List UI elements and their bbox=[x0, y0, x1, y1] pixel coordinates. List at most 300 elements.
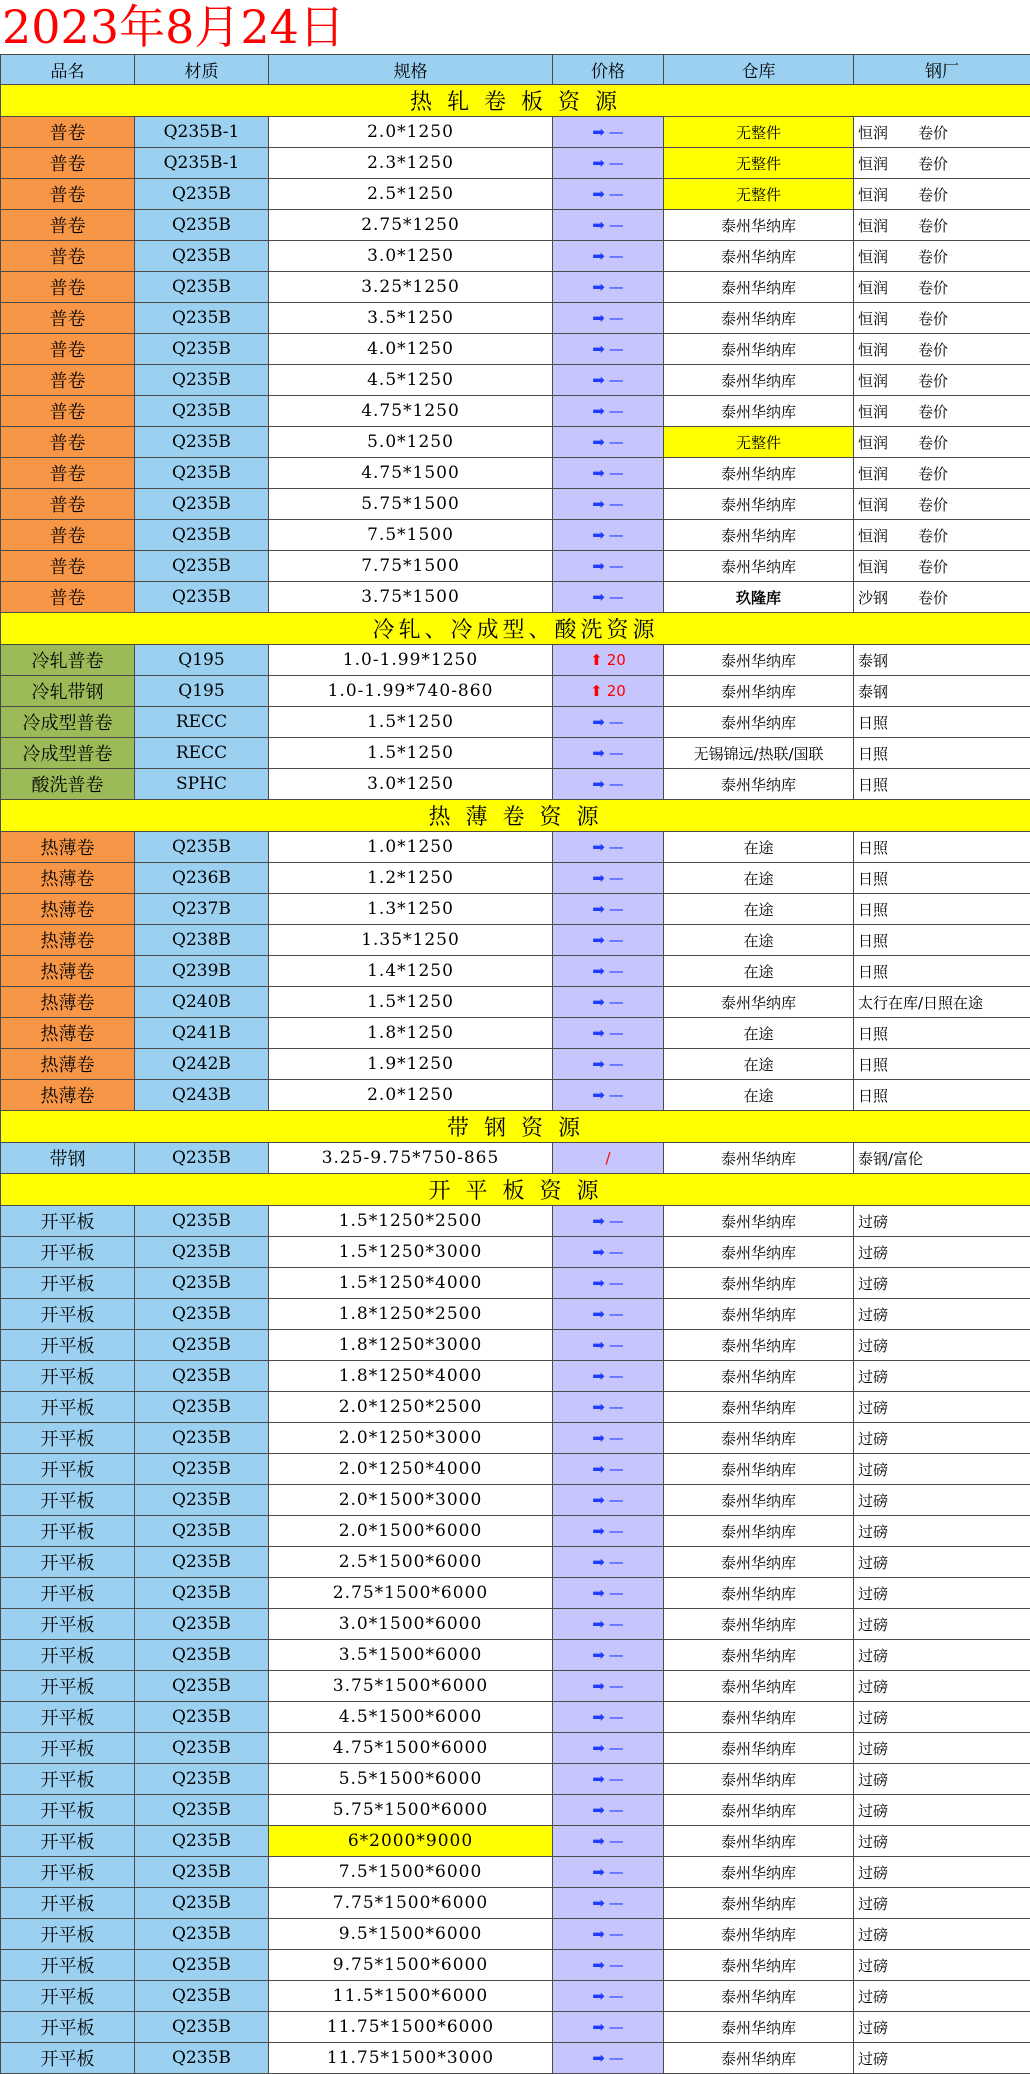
price-value: — bbox=[609, 1615, 624, 1633]
material-cell: Q235B bbox=[135, 365, 269, 396]
table-row bbox=[1, 832, 1030, 863]
spec-cell: 1.5*1250 bbox=[269, 987, 553, 1018]
spec-cell: 7.5*1500*6000 bbox=[269, 1857, 553, 1888]
material-cell: Q235B bbox=[135, 1764, 269, 1795]
table-row bbox=[1, 956, 1030, 987]
warehouse-cell: 泰州华纳库 bbox=[664, 303, 854, 334]
material-cell: Q195 bbox=[135, 645, 269, 676]
section-header-row bbox=[1, 613, 1030, 645]
spec-cell: 6*2000*9000 bbox=[269, 1826, 553, 1857]
product-name-cell: 开平板 bbox=[1, 1702, 135, 1733]
mill-cell: 日照 bbox=[854, 956, 1030, 987]
spec-cell: 1.8*1250*4000 bbox=[269, 1361, 553, 1392]
mill-cell: 恒润 卷价 bbox=[854, 427, 1030, 458]
price-cell bbox=[553, 676, 664, 707]
table-row bbox=[1, 365, 1030, 396]
warehouse-cell: 泰州华纳库 bbox=[664, 1143, 854, 1174]
price-value: — bbox=[609, 464, 624, 482]
table-row bbox=[1, 1733, 1030, 1764]
spec-cell: 1.8*1250*2500 bbox=[269, 1299, 553, 1330]
product-name-cell: 冷成型普卷 bbox=[1, 738, 135, 769]
table-row bbox=[1, 676, 1030, 707]
warehouse-cell: 泰州华纳库 bbox=[664, 1547, 854, 1578]
table-row bbox=[1, 1516, 1030, 1547]
table-row bbox=[1, 179, 1030, 210]
table-row bbox=[1, 489, 1030, 520]
table-row bbox=[1, 1268, 1030, 1299]
price-cell bbox=[553, 1578, 664, 1609]
warehouse-cell: 在途 bbox=[664, 1049, 854, 1080]
right-arrow-icon: ➡ bbox=[592, 1801, 605, 1819]
price-value: — bbox=[609, 744, 624, 762]
spec-cell: 3.25-9.75*750-865 bbox=[269, 1143, 553, 1174]
product-name-cell: 开平板 bbox=[1, 1423, 135, 1454]
material-cell: Q235B bbox=[135, 1268, 269, 1299]
product-name-cell: 开平板 bbox=[1, 1206, 135, 1237]
warehouse-cell: 泰州华纳库 bbox=[664, 1206, 854, 1237]
warehouse-cell: 泰州华纳库 bbox=[664, 272, 854, 303]
price-cell bbox=[553, 1671, 664, 1702]
material-cell: Q235B bbox=[135, 2043, 269, 2074]
mill-cell: 过磅 bbox=[854, 1361, 1030, 1392]
spec-cell: 3.5*1500*6000 bbox=[269, 1640, 553, 1671]
mill-cell: 过磅 bbox=[854, 1454, 1030, 1485]
right-arrow-icon: ➡ bbox=[592, 1863, 605, 1881]
right-arrow-icon: ➡ bbox=[592, 1832, 605, 1850]
table-row bbox=[1, 1049, 1030, 1080]
product-name-cell: 带钢 bbox=[1, 1143, 135, 1174]
product-name-cell: 热薄卷 bbox=[1, 832, 135, 863]
spec-cell: 3.0*1500*6000 bbox=[269, 1609, 553, 1640]
material-cell: Q235B bbox=[135, 334, 269, 365]
price-value: — bbox=[609, 340, 624, 358]
right-arrow-icon: ➡ bbox=[592, 1086, 605, 1104]
price-value: — bbox=[609, 495, 624, 513]
right-arrow-icon: ➡ bbox=[592, 1243, 605, 1261]
price-cell bbox=[553, 863, 664, 894]
product-name-cell: 开平板 bbox=[1, 1919, 135, 1950]
warehouse-cell: 泰州华纳库 bbox=[664, 1485, 854, 1516]
table-row bbox=[1, 1826, 1030, 1857]
table-row bbox=[1, 1485, 1030, 1516]
section-header-row bbox=[1, 800, 1030, 832]
price-value: — bbox=[609, 1429, 624, 1447]
warehouse-cell: 在途 bbox=[664, 1080, 854, 1111]
price-value: — bbox=[609, 1987, 624, 2005]
right-arrow-icon: ➡ bbox=[592, 1956, 605, 1974]
spec-cell: 1.8*1250 bbox=[269, 1018, 553, 1049]
price-value: — bbox=[609, 1956, 624, 1974]
spec-cell: 9.5*1500*6000 bbox=[269, 1919, 553, 1950]
right-arrow-icon: ➡ bbox=[592, 1739, 605, 1757]
price-value: — bbox=[609, 1398, 624, 1416]
product-name-cell: 热薄卷 bbox=[1, 1018, 135, 1049]
price-cell bbox=[553, 551, 664, 582]
right-arrow-icon: ➡ bbox=[592, 1305, 605, 1323]
spec-cell: 5.0*1250 bbox=[269, 427, 553, 458]
material-cell: Q235B bbox=[135, 1826, 269, 1857]
spec-cell: 4.75*1500*6000 bbox=[269, 1733, 553, 1764]
section-title: 带 钢 资 源 bbox=[1, 1111, 1030, 1143]
price-cell bbox=[553, 396, 664, 427]
warehouse-cell: 泰州华纳库 bbox=[664, 1578, 854, 1609]
material-cell: Q235B bbox=[135, 1206, 269, 1237]
product-name-cell: 普卷 bbox=[1, 179, 135, 210]
mill-cell: 恒润 卷价 bbox=[854, 272, 1030, 303]
spec-cell: 3.75*1500*6000 bbox=[269, 1671, 553, 1702]
material-cell: Q235B bbox=[135, 1423, 269, 1454]
table-row bbox=[1, 769, 1030, 800]
price-table bbox=[0, 54, 1030, 2074]
product-name-cell: 冷成型普卷 bbox=[1, 707, 135, 738]
right-arrow-icon: ➡ bbox=[592, 2018, 605, 2036]
column-header-warehouse: 仓库 bbox=[664, 55, 854, 85]
table-row bbox=[1, 1764, 1030, 1795]
material-cell: Q241B bbox=[135, 1018, 269, 1049]
product-name-cell: 开平板 bbox=[1, 1485, 135, 1516]
spec-cell: 2.5*1500*6000 bbox=[269, 1547, 553, 1578]
mill-cell: 恒润 卷价 bbox=[854, 241, 1030, 272]
mill-cell: 过磅 bbox=[854, 1392, 1030, 1423]
section-title: 热 薄 卷 资 源 bbox=[1, 800, 1030, 832]
price-value: — bbox=[609, 1863, 624, 1881]
right-arrow-icon: ➡ bbox=[592, 433, 605, 451]
price-cell bbox=[553, 427, 664, 458]
table-row bbox=[1, 1454, 1030, 1485]
table-row bbox=[1, 551, 1030, 582]
warehouse-cell: 泰州华纳库 bbox=[664, 520, 854, 551]
header-row bbox=[1, 55, 1030, 85]
price-value: — bbox=[609, 588, 624, 606]
mill-cell: 恒润 卷价 bbox=[854, 210, 1030, 241]
right-arrow-icon: ➡ bbox=[592, 744, 605, 762]
product-name-cell: 普卷 bbox=[1, 582, 135, 613]
price-cell bbox=[553, 489, 664, 520]
material-cell: Q235B bbox=[135, 582, 269, 613]
price-value: — bbox=[609, 962, 624, 980]
mill-cell: 过磅 bbox=[854, 1826, 1030, 1857]
product-name-cell: 普卷 bbox=[1, 303, 135, 334]
table-row bbox=[1, 925, 1030, 956]
price-value: — bbox=[609, 1522, 624, 1540]
warehouse-cell: 泰州华纳库 bbox=[664, 1640, 854, 1671]
warehouse-cell: 泰州华纳库 bbox=[664, 1764, 854, 1795]
product-name-cell: 开平板 bbox=[1, 1733, 135, 1764]
price-cell bbox=[553, 1361, 664, 1392]
right-arrow-icon: ➡ bbox=[592, 962, 605, 980]
product-name-cell: 开平板 bbox=[1, 2043, 135, 2074]
table-row bbox=[1, 987, 1030, 1018]
warehouse-cell: 泰州华纳库 bbox=[664, 676, 854, 707]
warehouse-cell: 泰州华纳库 bbox=[664, 1950, 854, 1981]
price-cell bbox=[553, 987, 664, 1018]
price-cell bbox=[553, 1206, 664, 1237]
right-arrow-icon: ➡ bbox=[592, 216, 605, 234]
spec-cell: 5.5*1500*6000 bbox=[269, 1764, 553, 1795]
material-cell: Q235B bbox=[135, 1981, 269, 2012]
spec-cell: 1.5*1250 bbox=[269, 707, 553, 738]
price-cell bbox=[553, 1080, 664, 1111]
material-cell: Q235B bbox=[135, 1950, 269, 1981]
warehouse-cell: 泰州华纳库 bbox=[664, 2012, 854, 2043]
material-cell: Q235B bbox=[135, 1795, 269, 1826]
table-row bbox=[1, 1857, 1030, 1888]
price-value: — bbox=[609, 1367, 624, 1385]
product-name-cell: 普卷 bbox=[1, 210, 135, 241]
material-cell: Q242B bbox=[135, 1049, 269, 1080]
price-value: — bbox=[609, 433, 624, 451]
right-arrow-icon: ➡ bbox=[592, 775, 605, 793]
price-cell bbox=[553, 1330, 664, 1361]
warehouse-cell: 泰州华纳库 bbox=[664, 645, 854, 676]
price-cell bbox=[553, 303, 664, 334]
mill-cell: 过磅 bbox=[854, 1764, 1030, 1795]
right-arrow-icon: ➡ bbox=[592, 1522, 605, 1540]
right-arrow-icon: ➡ bbox=[592, 464, 605, 482]
material-cell: Q235B bbox=[135, 1143, 269, 1174]
spec-cell: 4.75*1250 bbox=[269, 396, 553, 427]
material-cell: Q235B bbox=[135, 1857, 269, 1888]
material-cell: Q235B bbox=[135, 1733, 269, 1764]
product-name-cell: 开平板 bbox=[1, 1361, 135, 1392]
right-arrow-icon: ➡ bbox=[592, 2049, 605, 2067]
price-value: — bbox=[609, 154, 624, 172]
price-value: — bbox=[609, 1708, 624, 1726]
right-arrow-icon: ➡ bbox=[592, 1367, 605, 1385]
price-value: — bbox=[609, 1274, 624, 1292]
price-value: — bbox=[609, 1460, 624, 1478]
section-title: 开 平 板 资 源 bbox=[1, 1174, 1030, 1206]
mill-cell: 过磅 bbox=[854, 1268, 1030, 1299]
spec-cell: 7.5*1500 bbox=[269, 520, 553, 551]
price-value: — bbox=[609, 1024, 624, 1042]
right-arrow-icon: ➡ bbox=[592, 1429, 605, 1447]
spec-cell: 3.75*1500 bbox=[269, 582, 553, 613]
table-row bbox=[1, 645, 1030, 676]
warehouse-cell: 泰州华纳库 bbox=[664, 1702, 854, 1733]
product-name-cell: 普卷 bbox=[1, 520, 135, 551]
right-arrow-icon: ➡ bbox=[592, 154, 605, 172]
right-arrow-icon: ➡ bbox=[592, 1708, 605, 1726]
table-row bbox=[1, 1609, 1030, 1640]
mill-cell: 日照 bbox=[854, 738, 1030, 769]
material-cell: Q239B bbox=[135, 956, 269, 987]
mill-cell: 泰钢 bbox=[854, 645, 1030, 676]
material-cell: Q235B bbox=[135, 210, 269, 241]
right-arrow-icon: ➡ bbox=[592, 526, 605, 544]
table-row bbox=[1, 1919, 1030, 1950]
right-arrow-icon: ➡ bbox=[592, 340, 605, 358]
price-value: — bbox=[609, 309, 624, 327]
material-cell: Q235B bbox=[135, 427, 269, 458]
price-value: — bbox=[609, 1086, 624, 1104]
table-row bbox=[1, 582, 1030, 613]
table-row bbox=[1, 738, 1030, 769]
right-arrow-icon: ➡ bbox=[592, 1584, 605, 1602]
price-cell bbox=[553, 1733, 664, 1764]
price-cell bbox=[553, 832, 664, 863]
up-arrow-icon: ⬆ bbox=[590, 651, 603, 669]
mill-cell: 过磅 bbox=[854, 1516, 1030, 1547]
table-row bbox=[1, 1361, 1030, 1392]
material-cell: Q237B bbox=[135, 894, 269, 925]
spec-cell: 11.75*1500*6000 bbox=[269, 2012, 553, 2043]
material-cell: Q235B bbox=[135, 1454, 269, 1485]
price-cell bbox=[553, 1516, 664, 1547]
price-cell bbox=[553, 1640, 664, 1671]
mill-cell: 过磅 bbox=[854, 1206, 1030, 1237]
column-header-name: 品名 bbox=[1, 55, 135, 85]
material-cell: Q235B bbox=[135, 489, 269, 520]
product-name-cell: 开平板 bbox=[1, 2012, 135, 2043]
right-arrow-icon: ➡ bbox=[592, 713, 605, 731]
price-value: — bbox=[609, 1739, 624, 1757]
warehouse-cell: 在途 bbox=[664, 1018, 854, 1049]
material-cell: Q235B bbox=[135, 1299, 269, 1330]
price-value: — bbox=[609, 278, 624, 296]
mill-cell: 恒润 卷价 bbox=[854, 396, 1030, 427]
mill-cell: 日照 bbox=[854, 832, 1030, 863]
material-cell: SPHC bbox=[135, 769, 269, 800]
material-cell: Q235B bbox=[135, 1888, 269, 1919]
mill-cell: 过磅 bbox=[854, 1733, 1030, 1764]
mill-cell: 日照 bbox=[854, 769, 1030, 800]
table-row bbox=[1, 1330, 1030, 1361]
spec-cell: 1.9*1250 bbox=[269, 1049, 553, 1080]
spec-cell: 2.75*1500*6000 bbox=[269, 1578, 553, 1609]
right-arrow-icon: ➡ bbox=[592, 588, 605, 606]
product-name-cell: 开平板 bbox=[1, 1950, 135, 1981]
warehouse-cell: 在途 bbox=[664, 894, 854, 925]
product-name-cell: 开平板 bbox=[1, 1516, 135, 1547]
mill-cell: 过磅 bbox=[854, 1702, 1030, 1733]
price-cell bbox=[553, 1888, 664, 1919]
warehouse-cell: 无整件 bbox=[664, 179, 854, 210]
right-arrow-icon: ➡ bbox=[592, 371, 605, 389]
table-row bbox=[1, 1547, 1030, 1578]
section-header-row bbox=[1, 1111, 1030, 1143]
price-cell bbox=[553, 179, 664, 210]
table-row bbox=[1, 148, 1030, 179]
price-cell bbox=[553, 117, 664, 148]
product-name-cell: 普卷 bbox=[1, 427, 135, 458]
material-cell: RECC bbox=[135, 738, 269, 769]
price-cell bbox=[553, 738, 664, 769]
product-name-cell: 普卷 bbox=[1, 396, 135, 427]
warehouse-cell: 无整件 bbox=[664, 148, 854, 179]
material-cell: Q235B bbox=[135, 303, 269, 334]
spec-cell: 5.75*1500*6000 bbox=[269, 1795, 553, 1826]
mill-cell: 日照 bbox=[854, 1080, 1030, 1111]
right-arrow-icon: ➡ bbox=[592, 1894, 605, 1912]
product-name-cell: 开平板 bbox=[1, 1857, 135, 1888]
warehouse-cell: 泰州华纳库 bbox=[664, 1609, 854, 1640]
spec-cell: 9.75*1500*6000 bbox=[269, 1950, 553, 1981]
price-cell bbox=[553, 148, 664, 179]
product-name-cell: 开平板 bbox=[1, 1268, 135, 1299]
product-name-cell: 普卷 bbox=[1, 117, 135, 148]
price-value: — bbox=[609, 526, 624, 544]
price-cell bbox=[553, 334, 664, 365]
mill-cell: 过磅 bbox=[854, 1888, 1030, 1919]
product-name-cell: 热薄卷 bbox=[1, 987, 135, 1018]
price-cell bbox=[553, 210, 664, 241]
table-row bbox=[1, 2043, 1030, 2074]
mill-cell: 恒润 卷价 bbox=[854, 458, 1030, 489]
price-cell bbox=[553, 1795, 664, 1826]
spec-cell: 2.0*1250*4000 bbox=[269, 1454, 553, 1485]
product-name-cell: 开平板 bbox=[1, 1826, 135, 1857]
mill-cell: 沙钢 卷价 bbox=[854, 582, 1030, 613]
price-cell bbox=[553, 707, 664, 738]
warehouse-cell: 泰州华纳库 bbox=[664, 551, 854, 582]
price-value: — bbox=[609, 1646, 624, 1664]
warehouse-cell: 无锡锦远/热联/国联 bbox=[664, 738, 854, 769]
spec-cell: 2.0*1500*3000 bbox=[269, 1485, 553, 1516]
column-header-mill: 钢厂 bbox=[854, 55, 1030, 85]
price-cell bbox=[553, 1547, 664, 1578]
material-cell: Q235B bbox=[135, 272, 269, 303]
product-name-cell: 热薄卷 bbox=[1, 1049, 135, 1080]
right-arrow-icon: ➡ bbox=[592, 1615, 605, 1633]
price-cell bbox=[553, 1049, 664, 1080]
warehouse-cell: 泰州华纳库 bbox=[664, 1299, 854, 1330]
price-value: — bbox=[609, 1305, 624, 1323]
price-table-body bbox=[1, 55, 1030, 2074]
mill-cell: 恒润 卷价 bbox=[854, 365, 1030, 396]
price-value: — bbox=[609, 557, 624, 575]
spec-cell: 3.0*1250 bbox=[269, 241, 553, 272]
price-cell bbox=[553, 769, 664, 800]
right-arrow-icon: ➡ bbox=[592, 1460, 605, 1478]
material-cell: Q235B bbox=[135, 458, 269, 489]
spec-cell: 1.8*1250*3000 bbox=[269, 1330, 553, 1361]
price-cell bbox=[553, 2043, 664, 2074]
price-value: — bbox=[609, 1770, 624, 1788]
right-arrow-icon: ➡ bbox=[592, 495, 605, 513]
spec-cell: 2.0*1500*6000 bbox=[269, 1516, 553, 1547]
spec-cell: 11.5*1500*6000 bbox=[269, 1981, 553, 2012]
right-arrow-icon: ➡ bbox=[592, 838, 605, 856]
product-name-cell: 热薄卷 bbox=[1, 956, 135, 987]
price-value: — bbox=[609, 185, 624, 203]
warehouse-cell: 在途 bbox=[664, 863, 854, 894]
material-cell: Q235B bbox=[135, 1578, 269, 1609]
mill-cell: 恒润 卷价 bbox=[854, 117, 1030, 148]
material-cell: Q235B-1 bbox=[135, 148, 269, 179]
table-row bbox=[1, 334, 1030, 365]
product-name-cell: 热薄卷 bbox=[1, 863, 135, 894]
warehouse-cell: 泰州华纳库 bbox=[664, 1268, 854, 1299]
material-cell: Q240B bbox=[135, 987, 269, 1018]
right-arrow-icon: ➡ bbox=[592, 123, 605, 141]
product-name-cell: 冷轧普卷 bbox=[1, 645, 135, 676]
warehouse-cell: 泰州华纳库 bbox=[664, 1919, 854, 1950]
price-cell bbox=[553, 458, 664, 489]
price-cell bbox=[553, 272, 664, 303]
price-value: 20 bbox=[607, 651, 626, 669]
warehouse-cell: 无整件 bbox=[664, 117, 854, 148]
table-row bbox=[1, 520, 1030, 551]
product-name-cell: 开平板 bbox=[1, 1392, 135, 1423]
warehouse-cell: 泰州华纳库 bbox=[664, 769, 854, 800]
right-arrow-icon: ➡ bbox=[592, 1336, 605, 1354]
spec-cell: 1.3*1250 bbox=[269, 894, 553, 925]
price-value: — bbox=[609, 216, 624, 234]
material-cell: Q235B bbox=[135, 2012, 269, 2043]
price-cell bbox=[553, 1268, 664, 1299]
mill-cell: 过磅 bbox=[854, 1609, 1030, 1640]
